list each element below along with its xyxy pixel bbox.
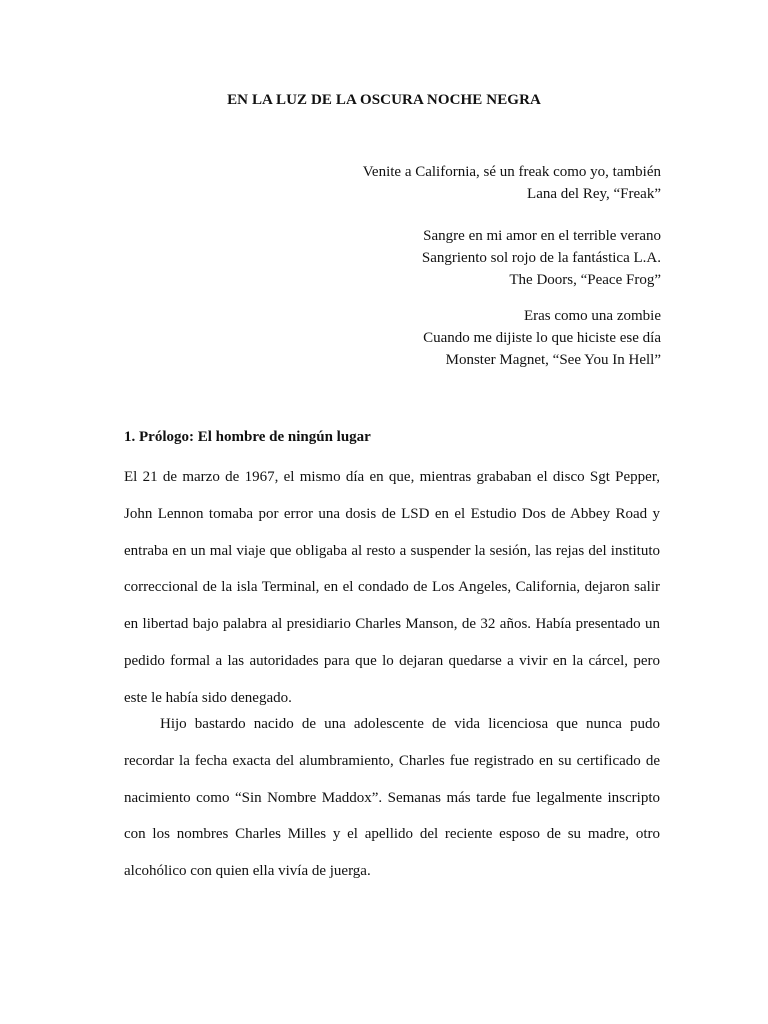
section-heading: 1. Prólogo: El hombre de ningún lugar xyxy=(124,429,371,445)
epigraph-line: Sangriento sol rojo de la fantástica L.A. xyxy=(421,250,661,266)
epigraph-line: Eras como una zombie xyxy=(523,308,661,324)
body-paragraph: Hijo bastardo nacido de una adolescente de vida licenciosa que nunca pudo recordar la fecha exacta del alumbramiento, Charles fue registrado en su certificado de nacimiento como “Sin Nombre Maddox”. Semanas más tarde fue legalmente inscripto con los nombres Charles Milles y el apellido del reciente esposo de su madre, otro alcohólico con quien ella vivía de juerga. xyxy=(124,716,660,880)
epigraph-line: Cuando me dijiste lo que hiciste ese día xyxy=(423,330,661,346)
epigraph-the-doors xyxy=(422,225,661,291)
epigraph-monster-magnet xyxy=(423,305,661,371)
epigraph-attribution: Monster Magnet, “See You In Hell” xyxy=(445,352,661,368)
document-title: EN LA LUZ DE LA OSCURA NOCHE NEGRA xyxy=(227,92,541,108)
epigraph-line: Venite a California, sé un freak como yo, también xyxy=(362,164,661,180)
epigraph-line: Sangre en mi amor en el terrible verano xyxy=(423,228,661,244)
body-paragraph: El 21 de marzo de 1967, el mismo día en que, mientras grababan el disco Sgt Pepper, John Lennon tomaba por error una dosis de LSD en el Estudio Dos de Abbey Road y entraba en un mal viaje que obligaba al resto a suspender la sesión, las rejas del instituto correccional de la isla Terminal, en el condado de Los Angeles, California, dejaron salir en libertad bajo palabra al presidiario Charles Manson, de 32 años. Había presentado un pedido formal a las autoridades para que lo dejaran quedarse a vivir en la cárcel, pero este le había sido denegado. xyxy=(124,469,660,706)
epigraph-attribution: The Doors, “Peace Frog” xyxy=(509,272,661,288)
epigraph-lana-del-rey xyxy=(363,161,661,205)
epigraph-attribution: Lana del Rey, “Freak” xyxy=(527,186,661,202)
